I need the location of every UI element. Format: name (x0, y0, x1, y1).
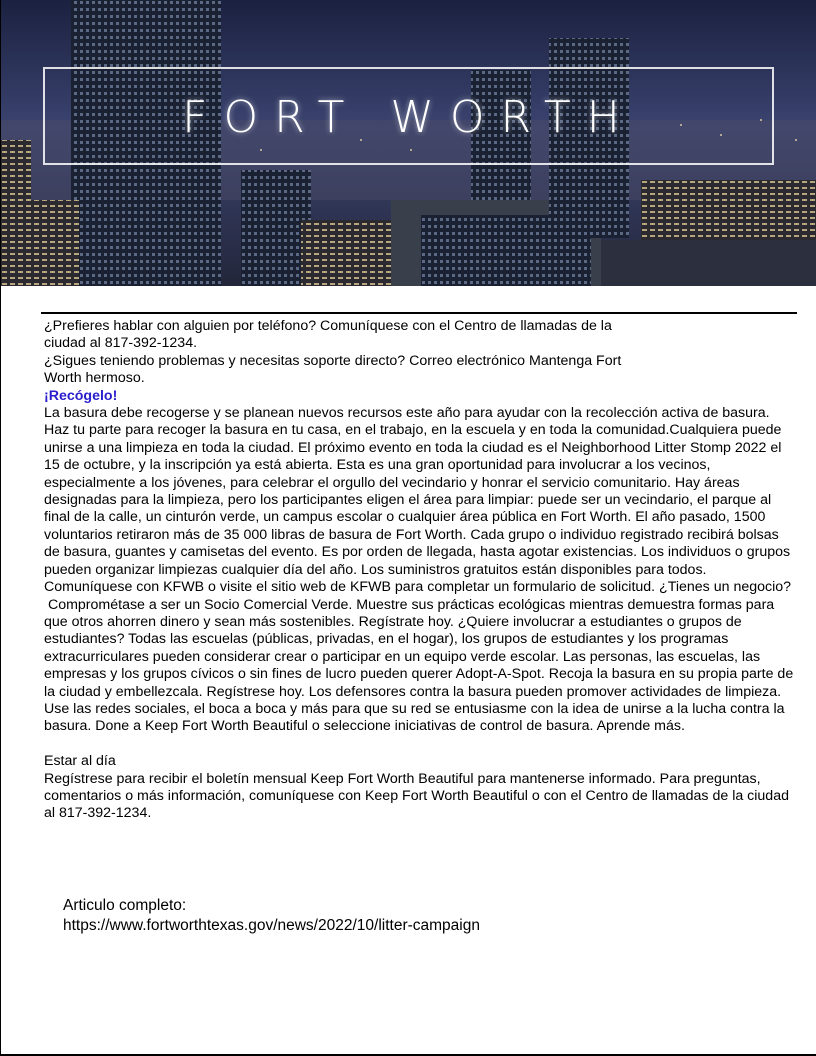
phone-line-2: ciudad al 817-392-1234. (44, 335, 198, 352)
phone-line-1: ¿Prefieres hablar con alguien por teléfono? Comuníquese con el Centro de llamadas de la (44, 318, 612, 334)
hero-title: FORT WORTH (182, 92, 636, 143)
pickup-paragraph-3: Comprométase a ser un Socio Comercial Verde. Muestre sus prácticas ecológicas mientras demuestra formas para que otros ahorren dinero y sean más sostenibles. Regístrate hoy. ¿Quiere involucrar a estudiantes o grupos de estudiantes? Todas las escuelas (públicas, privadas, en el hogar), los grupos de estudiantes y los programas extracurriculares pueden considerar crear o participar en un equipo verde escolar. Las personas, las escuelas, las empresas y los grupos cívicos o sin fines de lucro pueden querer Adopt-A-Spot. Recoja la basura en su propia parte de la ciudad y embellezcala. Regístrese hoy. Los defensores contra la basura pueden promover actividades de limpieza. Use las redes sociales, el boca a boca y más para que su red se entusiasme con la idea de unirse a la lucha contra la basura. Done a Keep Fort Worth Beautiful o seleccione iniciativas de control de basura. Aprende más. (44, 596, 798, 735)
pickup-paragraph-2: Haz tu parte para recoger la basura en tu casa, en el trabajo, en la escuela y en toda la comunidad.Cualquiera puede unirse a una limpieza en toda la ciudad. El próximo evento en toda la ciudad es el Neighborhood Litter Stomp 2022 el 15 de octubre, y la inscripción ya está abierta. Esta es una gran oportunidad para involucrar a los vecinos, especialmente a los jóvenes, para celebrar el orgullo del vecindario y honrar el servicio comunitario. Hay áreas designadas para la limpieza, pero los participantes eligen el área para limpiar: puede ser un vecindario, el parque al final de la calle, un cinturón verde, un campus escolar o cualquier área pública en Fort Worth. El año pasado, 1500 voluntarios retiraron más de 35 000 libras de basura de Fort Worth. Cada grupo o individuo registrado recibirá bolsas de basura, guantes y camisetas del evento. Es por orden de llegada, hasta agotar existencias. Los individuos o grupos pueden organizar limpiezas cualquier día del año. Los suministros gratuitos están disponibles para todos. Comuníquese con KFWB o visite el sitio web de KFWB para completar un formulario de solicitud. ¿Tienes un negocio? (44, 422, 792, 596)
pickup-heading: ¡Recógelo! (44, 387, 118, 404)
full-article-url[interactable]: https://www.fortworthtexas.gov/news/2022/10/litter-campaign (63, 916, 480, 934)
article-footer (63, 896, 763, 935)
support-line-1: ¿Sigues teniendo problemas y necesitas soporte directo? Correo electrónico Mantenga Fort (44, 352, 622, 369)
updated-heading: Estar al día (44, 753, 116, 770)
pickup-paragraph-1: La basura debe recogerse y se planean nuevos recursos este año para ayudar con la recolección activa de basura. (44, 405, 770, 422)
article-body (44, 318, 796, 823)
full-article-label: Articulo completo: (63, 897, 187, 914)
updated-paragraph: Regístrese para recibir el boletín mensual Keep Fort Worth Beautiful para mantenerse informado. Para preguntas, comentarios o más información, comuníquese con Keep Fort Worth Beautiful o con el Centro de llamadas de la ciudad al 817-392-1234. (44, 770, 789, 822)
hero-banner (1, 0, 816, 286)
spacer (44, 736, 796, 753)
section-divider (41, 312, 797, 314)
support-line-2: Worth hermoso. (44, 370, 145, 387)
